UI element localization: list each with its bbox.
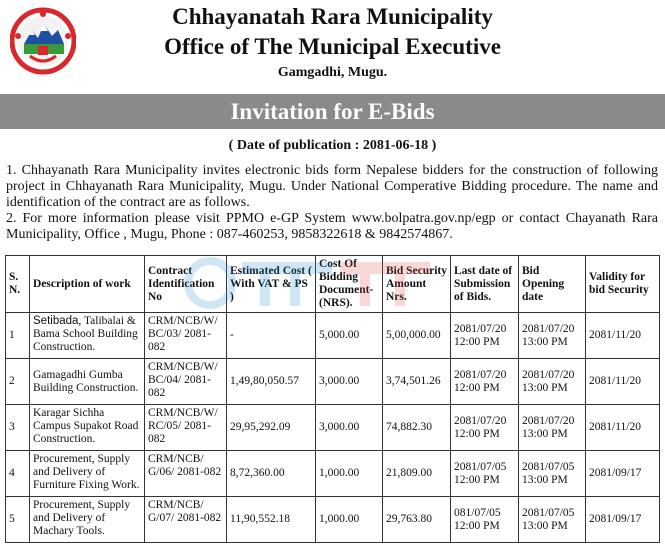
cell-document-cost: 5,000.00 [316,313,383,359]
cell-opening-date: 2081/07/20 13:00 PM [519,405,586,451]
cell-validity: 2081/11/20 [586,313,660,359]
cell-bid-security: 29,763.80 [383,497,451,543]
col-header-document-cost: Cost Of Bidding Document-(NRS). [316,256,383,313]
cell-validity: 2081/11/20 [586,359,660,405]
cell-validity: 2081/09/17 [586,497,660,543]
cell-sn: 3 [6,405,30,451]
cell-description: Karagar Sichha Campus Supakot Road Construction. [30,405,145,451]
col-header-estimated-cost: Estimated Cost ( With VAT & PS ) [227,256,316,313]
col-header-description: Description of work [30,256,145,313]
col-header-contract-id: Contract Identification No [145,256,227,313]
cell-description-rest: , Talibalai & Bama School Building Construction. [33,315,138,353]
cell-estimated-cost: 1,49,80,050.57 [227,359,316,405]
cell-opening-date: 2081/07/20 13:00 PM [519,313,586,359]
cell-submission-date: 2081/07/05 12:00 PM [451,451,519,497]
cell-estimated-cost: 11,90,552.18 [227,497,316,543]
cell-contract-id: CRM/NCB/W/ BC/04/ 2081-082 [145,359,227,405]
municipality-name: Chhayanatah Rara Municipality [172,4,493,29]
cell-document-cost: 3,000.00 [316,405,383,451]
cell-bid-security: 21,809.00 [383,451,451,497]
cell-document-cost: 3,000.00 [316,359,383,405]
cell-submission-date: 081/07/05 12:00 PM [451,497,519,543]
notice-title: Invitation for E-Bids [0,94,665,129]
table-row [6,497,660,543]
cell-validity: 2081/11/20 [586,405,660,451]
cell-document-cost: 1,000.00 [316,497,383,543]
paragraph-1: 1. Chhayanath Rara Municipality invites electronic bids form Nepalese bidders for the construction of following project in Chhayanath Rara Municipality, Mugu. Under National Comperative Bidding procedure. The name and identification of the contract are as follows. [6,163,658,210]
bids-table [5,255,660,543]
office-name: Office of The Municipal Executive [164,34,501,59]
cell-contract-id: CRM/NCB/W/ BC/03/ 2081-082 [145,313,227,359]
table-header-row [6,256,660,313]
table-row [6,359,660,405]
cell-estimated-cost: - [227,313,316,359]
table-row [6,451,660,497]
publication-date: ( Date of publication : 2081-06-18 ) [228,138,437,153]
cell-submission-date: 2081/07/20 12:00 PM [451,313,519,359]
paragraph-2: 2. For more information please visit PPMO e-GP System www.bolpatra.gov.np/egp or contact Chayanath Rara Municipality, Office , Mugu, Phone : 087-460253, 9858322618 & 9842574867. [6,211,658,242]
cell-contract-id: CRM/NCB/ G/06/ 2081-082 [145,451,227,497]
cell-opening-date: 2081/07/20 13:00 PM [519,359,586,405]
cell-opening-date: 2081/07/05 13:00 PM [519,497,586,543]
cell-validity: 2081/09/17 [586,451,660,497]
cell-sn: 4 [6,451,30,497]
cell-document-cost: 1,000.00 [316,451,383,497]
cell-description-first: Setibada [33,315,79,327]
cell-estimated-cost: 29,95,292.09 [227,405,316,451]
cell-sn: 2 [6,359,30,405]
cell-sn: 5 [6,497,30,543]
col-header-bid-security: Bid Security Amount Nrs. [383,256,451,313]
cell-bid-security: 74,882.30 [383,405,451,451]
cell-description: Procurement, Supply and Delivery of Furniture Fixing Work. [30,451,145,497]
cell-description: Procurement, Supply and Delivery of Machary Tools. [30,497,145,543]
cell-estimated-cost: 8,72,360.00 [227,451,316,497]
table-row [6,313,660,359]
cell-sn: 1 [6,313,30,359]
cell-submission-date: 2081/07/20 12:00 PM [451,359,519,405]
table-row [6,405,660,451]
col-header-sn: S. N. [6,256,30,313]
cell-contract-id: CRM/NCB/W/ RC/05/ 2081-082 [145,405,227,451]
office-address: Gamgadhi, Mugu. [277,65,388,80]
cell-bid-security: 5,00,000.00 [383,313,451,359]
cell-submission-date: 2081/07/20 12:00 PM [451,405,519,451]
col-header-opening-date: Bid Opening date [519,256,586,313]
col-header-submission-date: Last date of Submission of Bids. [451,256,519,313]
letterhead [0,0,665,94]
cell-description [30,313,145,359]
cell-description: Gamagadhi Gumba Building Construction. [30,359,145,405]
col-header-validity: Validity for bid Security [586,256,660,313]
cell-contract-id: CRM/NCB/ G/07/ 2081-082 [145,497,227,543]
cell-opening-date: 2081/07/05 13:00 PM [519,451,586,497]
cell-bid-security: 3,74,501.26 [383,359,451,405]
